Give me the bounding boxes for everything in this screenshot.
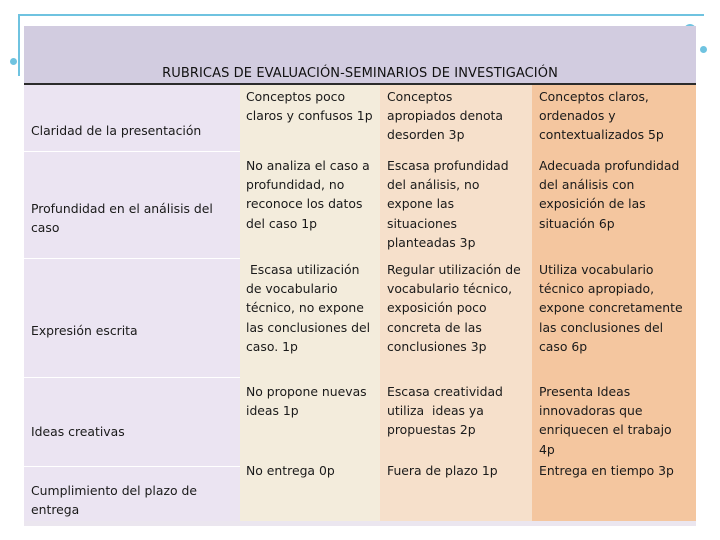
criterion-ideas: Ideas creativas xyxy=(31,424,125,439)
row2-level2: Escasa profundidad del análisis, no expone las situaciones planteadas 3p xyxy=(387,158,509,250)
row4-level3: Presenta Ideas innovadoras que enriquecen el trabajo 4p xyxy=(539,384,672,457)
row2-level3: Adecuada profundidad del análisis con exposición de las situación 6p xyxy=(539,158,680,231)
row5-level2: Fuera de plazo 1p xyxy=(387,463,498,478)
decorative-dot xyxy=(10,58,17,65)
row-divider xyxy=(24,377,240,378)
row3-level2: Regular utilización de vocabulario técnico, exposición poco concreta de las conclusiones 3p xyxy=(387,262,521,354)
row1-level3: Conceptos claros, ordenados y contextualizados 5p xyxy=(539,89,664,143)
decorative-dot xyxy=(700,46,707,53)
criterion-expresion: Expresión escrita xyxy=(31,323,138,338)
criterion-plazo: Cumplimiento del plazo de entrega xyxy=(31,483,197,518)
decorative-left-line xyxy=(18,16,20,76)
row-divider xyxy=(24,466,240,467)
row1-level1: Conceptos poco claros y confusos 1p xyxy=(246,89,373,124)
row4-level2: Escasa creatividad utiliza ideas ya propuestas 2p xyxy=(387,384,503,438)
criterion-claridad: Claridad de la presentación xyxy=(31,123,202,138)
row-divider xyxy=(24,258,240,259)
row2-level1: No analiza el caso a profundidad, no reconoce los datos del caso 1p xyxy=(246,158,370,231)
decorative-top-line xyxy=(18,14,704,16)
row-divider xyxy=(24,151,240,152)
rubric-title: RUBRICAS DE EVALUACIÓN-SEMINARIOS DE INVESTIGACIÓN xyxy=(162,66,558,81)
row5-level1: No entrega 0p xyxy=(246,463,335,478)
criterion-profundidad: Profundidad en el análisis del caso xyxy=(31,201,213,236)
row3-level3: Utiliza vocabulario técnico apropiado, expone concretamente las conclusiones del caso 6p xyxy=(539,262,683,354)
row5-level3: Entrega en tiempo 3p xyxy=(539,463,674,478)
row4-level1: No propone nuevas ideas 1p xyxy=(246,384,367,419)
row1-level2: Conceptos apropiados denota desorden 3p xyxy=(387,89,503,143)
row3-level1: Escasa utilización de vocabulario técnico, no expone las conclusiones del caso. 1p xyxy=(246,262,371,354)
